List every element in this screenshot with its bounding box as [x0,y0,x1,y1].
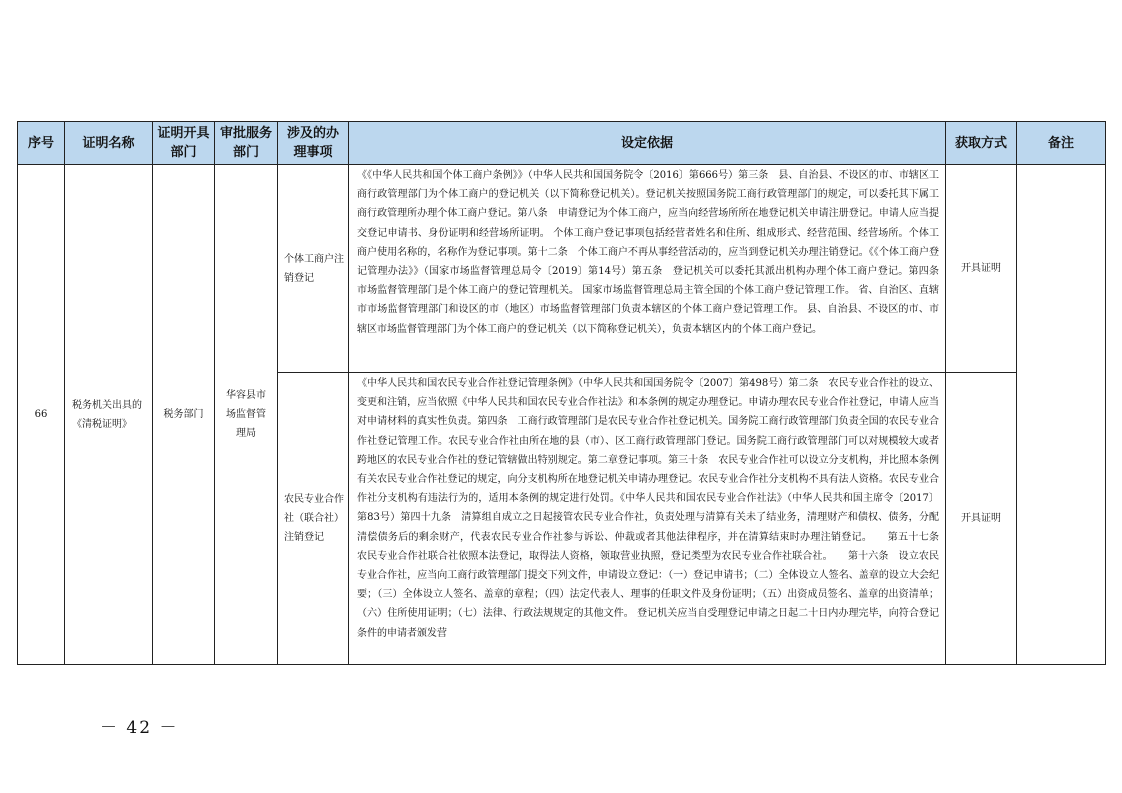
cell-method: 开具证明 [946,373,1017,665]
cell-seq: 66 [18,165,65,665]
cell-remark [1017,165,1106,665]
page-number: － 42 － [100,718,179,738]
cell-matter: 个体工商户注销登记 [278,165,349,373]
basis-text: 《中华人民共和国农民专业合作社登记管理条例》（中华人民共和国国务院令〔2007〕第498号）第二条 农民专业合作社的设立、变更和注销，应当依照《中华人民共和国农民专业合作社法》和本条例的规定办理登记。申请办理农民专业合作社登记，申请人应当对申请材料的真实性负责。第四条 工商行政管理部门是农民专业合作社登记机关。国务院工商行政管理部门负责全国的农民专业合作社登记管理工作。农民专业合作社由所在地的县（市）、区工商行政管理部门登记。国务院工商行政管理部门可以对规模较大或者跨地区的农民专业合作社的登记管辖做出特别规定。第二章登记事项。第三十条 农民专业合作社可以设立分支机构，并比照本条例有关农民专业合作社登记的规定，向分支机构所在地登记机关申请办理登记。农民专业合作社分支机构不具有法人资格。农民专业合作社分支机构有违法行为的，适用本条例的规定进行处罚。《中华人民共和国农民专业合作社法》（中华人民共和国主席令〔2017〕第83号）第四十九条 清算组自成立之日起接管农民专业合作社，负责处理与清算有关未了结业务，清理财产和债权、债务，分配清偿债务后的剩余财产，代表农民专业合作社参与诉讼、仲裁或者其他法律程序，并在清算结束时办理注销登记。 第五十七条 农民专业合作社联合社依照本法登记，取得法人资格，领取营业执照，登记类型为农民专业合作社联合社。 第十六条 设立农民专业合作社，应当向工商行政管理部门提交下列文件，申请设立登记：（一）登记申请书；（二）全体设立人签名、盖章的设立大会纪要；（三）全体设立人签名、盖章的章程；（四）法定代表人、理事的任职文件及身份证明；（五）出资成员签名、盖章的出资清单；（六）住所使用证明；（七）法律、行政法规规定的其他文件。 登记机关应当自受理登记申请之日起二十日内办理完毕，向符合登记条件的申请者颁发营 [357,378,949,639]
basis-text: 《《中华人民共和国个体工商户条例》》（中华人民共和国国务院令〔2016〕第666号）第三条 县、自治县、不设区的市、市辖区工商行政管理部门为个体工商户的登记机关（以下简称登记机关）。登记机关按照国务院工商行政管理部门的规定，可以委托其下属工商行政管理所办理个体工商户登记。第八条 申请登记为个体工商户，应当向经营场所所在地登记机关申请注册登记。申请人应当提交登记申请书、身份证明和经营场所证明。 个体工商户登记事项包括经营者姓名和住所、组成形式、经营范围、经营场所。个体工商户使用名称的，名称作为登记事项。第十二条 个体工商户不再从事经营活动的，应当到登记机关办理注销登记。《《个体工商户登记管理办法》》（国家市场监督管理总局令〔2019〕第14号）第五条 登记机关可以委托其派出机构办理个体工商户登记。第四条 市场监督管理部门是个体工商户的登记管理机关。 国家市场监督管理总局主管全国的个体工商户登记管理工作。 省、自治区、直辖市市场监督管理部门和设区的市（地区）市场监督管理部门负责本辖区的个体工商户登记管理工作。 县、自治县、不设区的市、市辖区市场监督管理部门为个体工商户的登记机关（以下简称登记机关），负责本辖区内的个体工商户登记。 [357,170,949,335]
cell-method: 开具证明 [946,165,1017,373]
cell-approver: 华容县市场监督管理局 [215,165,278,665]
header-method: 获取方式 [946,122,1017,165]
header-name: 证明名称 [65,122,153,165]
cell-matter: 农民专业合作社（联合社）注销登记 [278,373,349,665]
header-basis: 设定依据 [349,122,946,165]
cell-certificate-name: 税务机关出具的《清税证明》 [65,165,153,665]
header-issuer: 证明开具部门 [153,122,215,165]
cell-basis [349,373,949,665]
table-header-row [18,122,1106,165]
header-seq: 序号 [18,122,65,165]
header-approver: 审批服务部门 [215,122,278,165]
header-matter: 涉及的办理事项 [278,122,349,165]
header-remark: 备注 [1017,122,1106,165]
cell-basis [349,165,949,373]
table-row [18,165,1106,373]
certificate-table [17,121,1106,665]
cell-issuer: 税务部门 [153,165,215,665]
